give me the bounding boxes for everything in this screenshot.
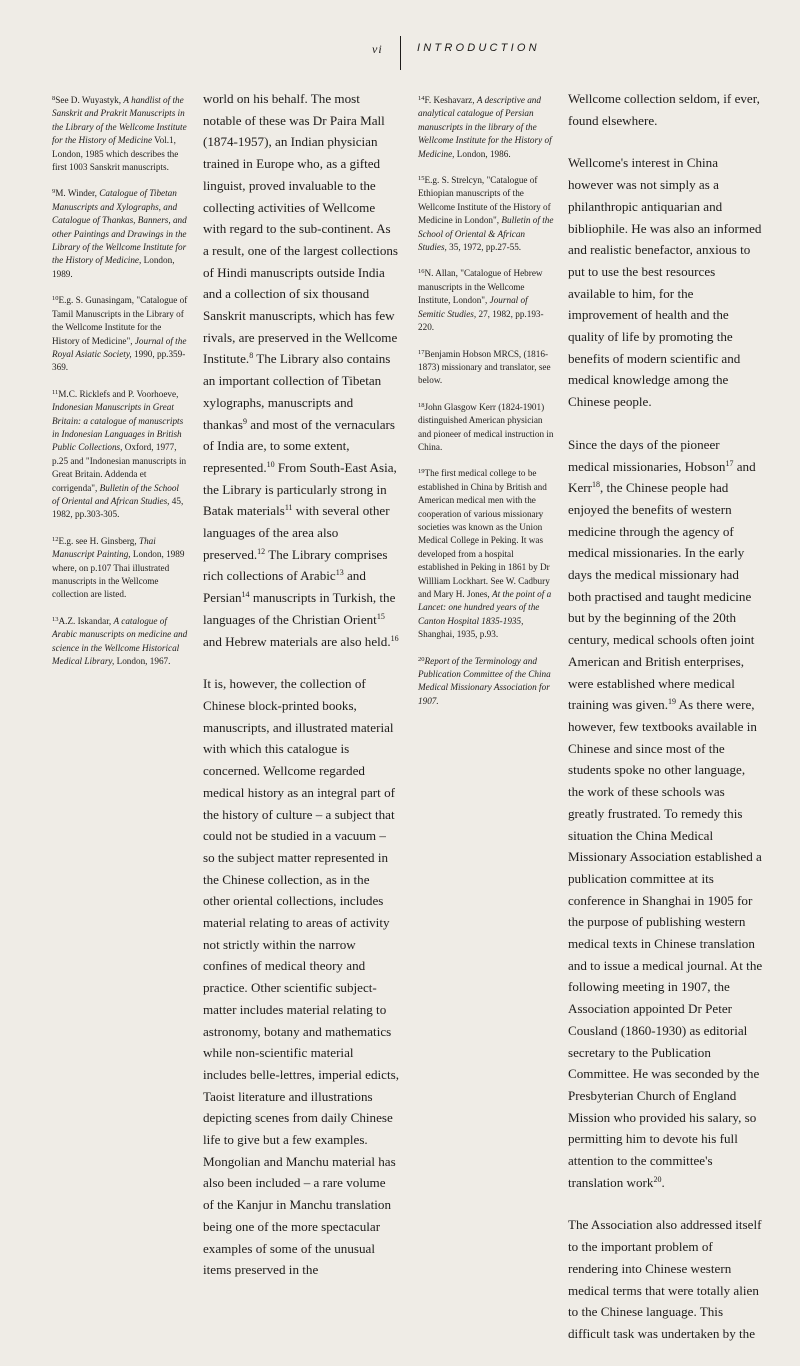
footnote-text: M. Winder, <box>55 188 100 199</box>
footnote-text: E.g. S. Gunasingam, "Catalogue of Tamil Manuscripts in the Library of the Wellcome Institute for the History of Medicine", <box>52 295 188 346</box>
section-title: INTRODUCTION <box>417 42 540 54</box>
footnote-13 <box>52 613 188 669</box>
paragraph-text: manuscripts in Turkish, the languages of the Christian Orient <box>203 590 396 627</box>
paragraph-text: Wellcome collection seldom, if ever, found elsewhere. <box>568 91 760 128</box>
footnote-19 <box>418 465 554 641</box>
footnote-number: 11 <box>52 388 59 396</box>
footnote-text: John Glasgow Kerr (1824-1901) distinguished American physician and pioneer of medical instruction in China. <box>418 401 554 452</box>
footnote-text: London, 1989. <box>52 255 175 279</box>
paragraph-text: The Association also addressed itself to the important problem of rendering into Chinese western medical terms that were totally alien to the Chinese language. This difficult task was undertaken by the <box>568 1217 762 1341</box>
footnote-number: 19 <box>418 468 425 476</box>
page-number: vi <box>372 42 383 56</box>
paragraph-text: As there were, however, few textbooks available in Chinese and since most of the students spoke no other language, the work of these schools was greatly frustrated. To remedy this situation the China Medical Missionary Association established a publication committee at its conference in Shanghai in 1905 for the purpose of publishing western medical texts in Chinese translation and to issue a medical journal. At the following meeting in 1907, the Association appointed Dr Peter Cousland (1860-1930) as editorial secretary to the Publication Committee. He was seconded by the Presbyterian Church of England Mission who provided his salary, so permitting him to devote his full attention to the committee's translation work <box>568 697 763 1190</box>
footnote-text: See D. Wuyastyk, <box>55 95 124 105</box>
footnote-number: 9 <box>52 188 56 196</box>
footnote-reference: 13 <box>335 568 344 578</box>
left-body-column <box>203 88 399 1302</box>
footnote-text: 45, 1982, pp.303-305. <box>52 495 184 520</box>
paragraph-text: Wellcome's interest in China however was not simply as a philanthropic antiquarian and bibliophile. He was also an informed and realistic benefactor, anxious to put to use the best resources available to him, for the improvement of health and the quality of life by promoting the benefits of modern scientific and medical knowledge among the Chinese people. <box>568 155 762 410</box>
footnote-number: 16 <box>418 268 425 276</box>
body-paragraph <box>568 434 764 1194</box>
footnote-12 <box>52 533 188 602</box>
footnote-reference: 10 <box>266 459 275 469</box>
paragraph-text: world on his behalf. The most notable of these was Dr Paira Mall (1874-1957), an Indian physician trained in Europe who, as a gifted linguist, proved invaluable to the collecting activities of Wellcome with regard to the sub-continent. As a result, one of the largest collections of Hindi manuscripts outside India and a collection of six thousand Sanskrit manuscripts, which has few rivals, are preserved in the Wellcome Institute. <box>203 91 399 367</box>
footnote-text: 27, 1982, pp.193-220. <box>418 308 544 333</box>
footnote-11 <box>52 386 188 522</box>
footnote-text: Shanghai, 1935, p.93. <box>418 629 499 640</box>
footnote-reference: 9 <box>243 416 247 426</box>
footnote-reference: 14 <box>241 590 250 600</box>
footnote-text: Benjamin Hobson MRCS, (1816-1873) missionary and translator, see below. <box>418 348 551 386</box>
footnote-10 <box>52 292 188 374</box>
footnote-text: London, 1986. <box>454 148 511 159</box>
footnote-text: M.C. Ricklefs and P. Voorhoeve, <box>58 388 179 399</box>
footnote-text: E.g. S. Strelcyn, "Catalogue of Ethiopian manuscripts of the Wellcome Institute of the History of Medicine in London", <box>418 175 551 226</box>
footnote-text: London, 1967. <box>114 656 171 667</box>
footnote-title: Catalogue of Tibetan Manuscripts and Xylographs, and Catalogue of Thankas, Banners, and other Paintings and Drawings in the Library of the Wellcome Institute for the History of Medicine, <box>52 188 187 266</box>
footnote-title: Thai Manuscript Painting, <box>52 535 156 560</box>
footnote-number: 13 <box>52 615 59 623</box>
footnote-8 <box>52 92 188 174</box>
footnote-reference: 16 <box>390 633 399 643</box>
page-header <box>0 42 800 68</box>
footnote-20 <box>418 653 554 709</box>
footnote-text: London, 1989 where, on p.107 Thai illustrated manuscripts in the Wellcome collection are listed. <box>52 549 185 600</box>
paragraph-text: . <box>661 1174 665 1190</box>
footnote-number: 12 <box>52 535 59 543</box>
footnote-number: 10 <box>52 295 59 303</box>
body-paragraph <box>203 88 399 652</box>
body-paragraph <box>203 673 399 1281</box>
footnote-text: 1990, pp.359-369. <box>52 348 186 373</box>
footnote-reference: 11 <box>284 503 293 513</box>
footnote-reference: 15 <box>376 611 385 621</box>
footnote-text: N. Allan, "Catalogue of Hebrew manuscripts in the Wellcome Institute, London", <box>418 268 543 306</box>
footnote-reference: 19 <box>668 697 676 707</box>
footnote-title: Bulletin of the School of Oriental and African Studies, <box>52 482 179 506</box>
header-divider <box>400 36 401 70</box>
footnote-number: 20 <box>418 655 425 663</box>
footnote-text: Oxford, 1977, p.25 and "Indonesian manuscripts in Great Britain. Addenda et corrigenda", <box>52 442 187 493</box>
paragraph-text: with several other languages of the area also preserved. <box>203 503 390 562</box>
paragraph-text: The Library comprises rich collections of Arabic <box>203 546 388 584</box>
footnote-text: Vol.1, London, 1985 which describes the first 1003 Sanskrit manuscripts. <box>52 135 179 173</box>
footnote-title: At the point of a Lancet: one hundred years of the Canton Hospital 1835-1935, <box>418 589 552 626</box>
footnote-title: Journal of Semitic Studies, <box>418 295 528 319</box>
footnote-title: Indonesian Manuscripts in Great Britain: a catalogue of manuscripts in Indonesian Languages in British Public Collections, <box>52 402 184 453</box>
footnote-text: E.g. see H. Ginsberg, <box>58 535 139 546</box>
footnote-title: A descriptive and analytical catalogue of Persian manuscripts in the library of the Wellcome Institute for the History of Medicine, <box>418 95 552 159</box>
paragraph-text: From South-East Asia, the Library is particularly strong in Batak materials <box>203 459 397 519</box>
footnote-title: Bulletin of the School of Oriental & African Studies, <box>418 215 554 253</box>
footnote-16 <box>418 265 554 334</box>
footnote-number: 18 <box>418 401 425 409</box>
footnote-reference: 17 <box>725 458 734 468</box>
footnote-number: 15 <box>418 175 425 183</box>
footnote-9 <box>52 185 188 281</box>
footnote-text: A.Z. Iskandar, <box>58 615 114 626</box>
left-footnotes <box>52 92 188 679</box>
footnote-17 <box>418 346 554 388</box>
footnote-reference: 12 <box>257 546 266 556</box>
right-footnotes <box>418 92 554 719</box>
footnote-number: 14 <box>418 95 425 102</box>
paragraph-text: and Hebrew materials are also held. <box>203 633 391 649</box>
body-paragraph <box>568 152 764 412</box>
footnote-14 <box>418 92 554 161</box>
footnote-text: F. Keshavarz, <box>424 95 477 105</box>
footnote-text: The first medical college to be established in China by British and American medical men with the cooperation of various missionary societies was known as the Union Medical College in Peking. It was developed from a hospital established in Peking in 1861 by Dr Willliam Lockhart. See W. Cadbury and Mary H. Jones, <box>418 468 550 599</box>
body-paragraph <box>568 88 764 131</box>
right-body-column <box>568 88 764 1366</box>
footnote-15 <box>418 172 554 254</box>
footnote-title: A handlist of the Sanskrit and Prakrit Manuscripts in the Library of the Wellcome Institute for the History of Medicine <box>52 95 187 146</box>
footnote-number: 17 <box>418 348 425 356</box>
paragraph-text: Since the days of the pioneer medical missionaries, Hobson <box>568 436 726 474</box>
footnote-reference: 18 <box>592 480 600 490</box>
footnote-number: 8 <box>52 95 56 102</box>
paragraph-text: and Persian <box>203 568 366 606</box>
paragraph-text: and most of the vernaculars of India are, to some extent, represented. <box>203 416 395 475</box>
footnote-reference: 8 <box>249 351 254 361</box>
body-paragraph <box>568 1214 764 1344</box>
footnote-18 <box>418 399 554 455</box>
paragraph-text: The Library also contains an important collection of Tibetan xylographs, manuscripts and thankas <box>203 351 391 432</box>
footnote-title: Journal of the Royal Asiatic Society, <box>52 335 187 359</box>
footnote-reference: 20 <box>653 1174 662 1184</box>
footnote-text: 35, 1972, pp.27-55. <box>446 242 522 253</box>
paragraph-text: , the Chinese people had enjoyed the benefits of western medicine through the agency of medical missionaries. In the early days the medical missionary had both practised and taught medicine but by the beginning of the 20th century, medical schools often joint American and British enterprises, were established where medical training was given. <box>568 480 755 713</box>
footnote-title: A catalogue of Arabic manuscripts on medicine and science in the Wellcome Historical Medical Library, <box>52 615 188 667</box>
paragraph-text: and Kerr <box>568 458 756 496</box>
paragraph-text: It is, however, the collection of Chinese block-printed books, manuscripts, and illustrated material with which this catalogue is concerned. Wellcome regarded medical history as an integral part of the history of culture – a subject that could not be studied in a vacuum – so the subject matter represented in the Chinese collection, as in the other oriental collections, includes material relating to areas of activity not strictly within the narrow confines of medical theory and practice. Other scientific subject-matter includes material relating to astronomy, botany and mathematics while non-scientific material includes belle-lettres, imperial edicts, Taoist literature and illustrations depicting scenes from daily Chinese life to give but a few examples. Mongolian and Manchu material has also been included – a rare volume of the Kanjur in Manchu translation being one of the more spectacular examples of some of the unusual items preserved in the <box>203 676 399 1278</box>
footnote-title: Report of the Terminology and Publication Committee of the China Medical Missionary Association for 1907. <box>418 655 551 706</box>
